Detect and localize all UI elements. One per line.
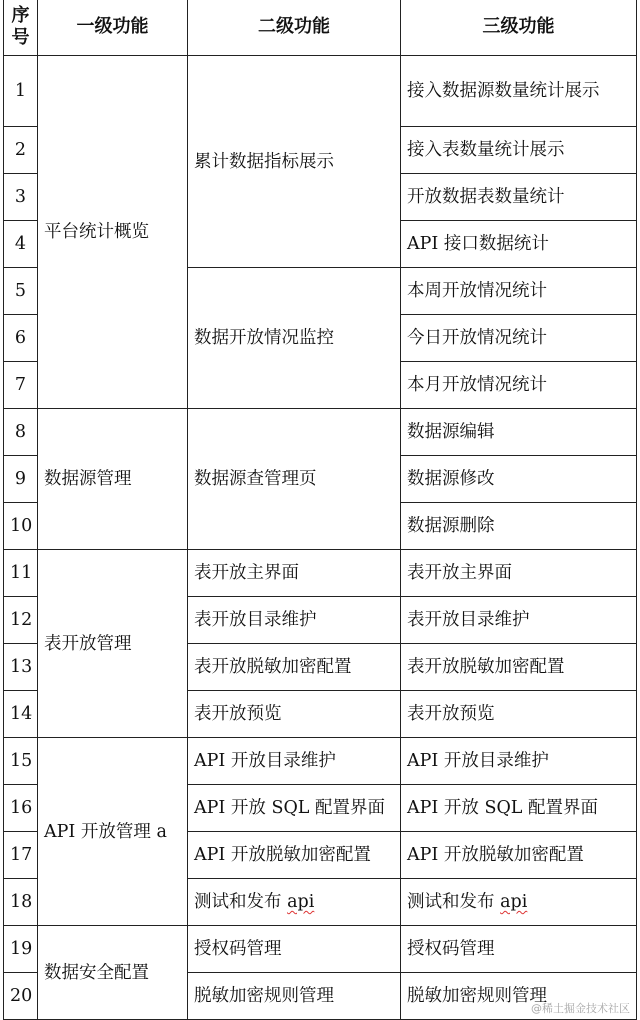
level2-text: 测试和发布: [194, 892, 282, 912]
seq-cell: 7: [4, 362, 38, 409]
level3-cell: 接入数据源数量统计展示: [401, 56, 637, 127]
seq-cell: 14: [4, 691, 38, 738]
seq-cell: 11: [4, 550, 38, 597]
table-row: [4, 550, 637, 597]
level3-cell: API 开放 SQL 配置界面: [401, 785, 637, 832]
table-row: [4, 738, 637, 785]
level3-cell: 数据源编辑: [401, 409, 637, 456]
level3-cell: 数据源修改: [401, 456, 637, 503]
level3-cell: 开放数据表数量统计: [401, 174, 637, 221]
level3-text: 测试和发布: [407, 892, 495, 912]
level3-cell: 表开放预览: [401, 691, 637, 738]
level3-cell: 表开放脱敏加密配置: [401, 644, 637, 691]
seq-cell: 2: [4, 127, 38, 174]
level2-cell: 表开放脱敏加密配置: [188, 644, 401, 691]
level2-cell: API 开放 SQL 配置界面: [188, 785, 401, 832]
level1-cell: 表开放管理: [38, 550, 188, 738]
level3-cell: 脱敏加密规则管理: [401, 973, 637, 1020]
level2-cell: 表开放预览: [188, 691, 401, 738]
level1-cell: API 开放管理 a: [38, 738, 188, 926]
level2-suffix: api: [287, 892, 315, 912]
seq-cell: 17: [4, 832, 38, 879]
level3-cell: [401, 879, 637, 926]
level2-cell: API 开放目录维护: [188, 738, 401, 785]
watermark: @稀土掘金技术社区: [531, 1002, 630, 1015]
seq-cell: 5: [4, 268, 38, 315]
seq-cell: 13: [4, 644, 38, 691]
level2-cell: 授权码管理: [188, 926, 401, 973]
level3-cell: 授权码管理: [401, 926, 637, 973]
seq-cell: 6: [4, 315, 38, 362]
seq-cell: 18: [4, 879, 38, 926]
seq-cell: 10: [4, 503, 38, 550]
level2-cell: [188, 879, 401, 926]
level2-cell: 数据开放情况监控: [188, 268, 401, 409]
header-level3: 三级功能: [401, 0, 637, 56]
level3-cell: 接入表数量统计展示: [401, 127, 637, 174]
level3-cell: 本周开放情况统计: [401, 268, 637, 315]
seq-cell: 15: [4, 738, 38, 785]
level1-cell: 数据源管理: [38, 409, 188, 550]
seq-cell: 19: [4, 926, 38, 973]
header-row: [4, 0, 637, 56]
level1-cell: 数据安全配置: [38, 926, 188, 1020]
header-level1: 一级功能: [38, 0, 188, 56]
seq-cell: 12: [4, 597, 38, 644]
level1-cell: 平台统计概览: [38, 56, 188, 409]
seq-cell: 3: [4, 174, 38, 221]
level3-cell: 本月开放情况统计: [401, 362, 637, 409]
level3-cell: API 接口数据统计: [401, 221, 637, 268]
level2-cell: API 开放脱敏加密配置: [188, 832, 401, 879]
seq-cell: 8: [4, 409, 38, 456]
table-row: [4, 56, 637, 127]
level3-cell: 表开放目录维护: [401, 597, 637, 644]
level3-cell: 今日开放情况统计: [401, 315, 637, 362]
level3-suffix: api: [500, 892, 528, 912]
level3-cell: API 开放脱敏加密配置: [401, 832, 637, 879]
table-row: [4, 409, 637, 456]
seq-cell: 1: [4, 56, 38, 127]
function-table: [3, 0, 637, 1020]
level2-cell: 脱敏加密规则管理: [188, 973, 401, 1020]
level2-cell: 数据源查管理页: [188, 409, 401, 550]
seq-cell: 4: [4, 221, 38, 268]
seq-cell: 16: [4, 785, 38, 832]
level3-cell: API 开放目录维护: [401, 738, 637, 785]
level2-cell: 表开放主界面: [188, 550, 401, 597]
table-row: [4, 926, 637, 973]
level2-cell: 表开放目录维护: [188, 597, 401, 644]
header-level2: 二级功能: [188, 0, 401, 56]
header-seq: 序号: [4, 0, 38, 56]
seq-cell: 9: [4, 456, 38, 503]
seq-cell: 20: [4, 973, 38, 1020]
level2-cell: 累计数据指标展示: [188, 56, 401, 268]
level3-cell: 数据源删除: [401, 503, 637, 550]
level3-cell: 表开放主界面: [401, 550, 637, 597]
